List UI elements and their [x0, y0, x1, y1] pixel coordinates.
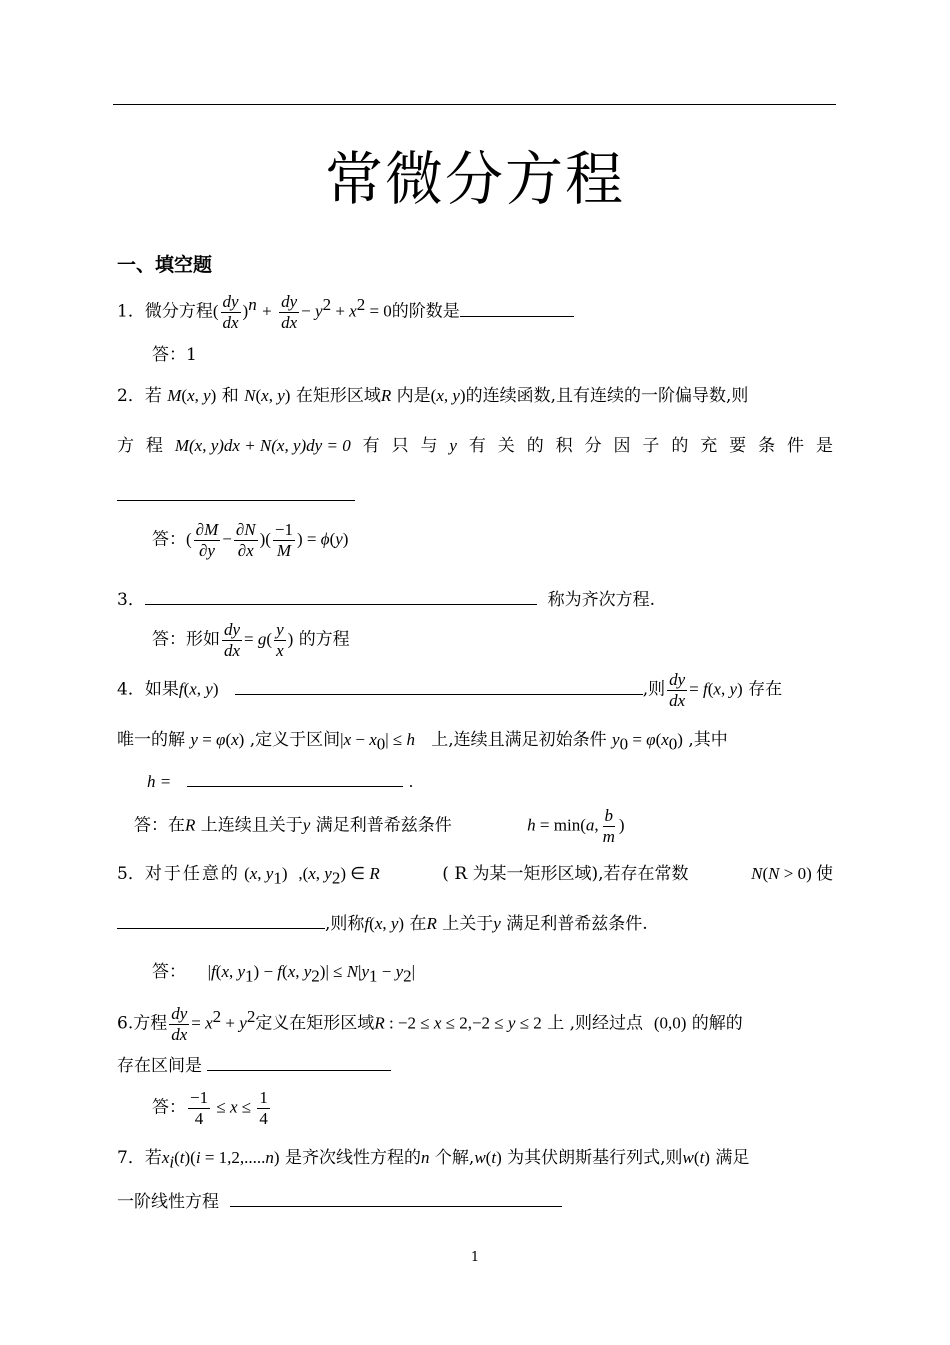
- question-4-line-2: 唯一的解 y = φ(x) ,定义于区间$|x - x_0| \le h$ 上,连续且满足初始条件 $y_0 = \varphi(x_0)$ ,其中: [117, 730, 728, 754]
- question-5-line-2: ,则称f(x, y) 在R 上关于y 满足利普希兹条件.: [117, 914, 648, 934]
- answer-blank[interactable]: [145, 590, 537, 605]
- question-7-line-2: 一阶线性方程: [117, 1192, 562, 1212]
- answer-blank[interactable]: [187, 772, 403, 787]
- question-6-line-2: 存在区间是: [117, 1056, 391, 1076]
- answer-4: 答：在R 上连续且关于y 满足利普希兹条件 h = min(a, $\frac{b}{m}$ ): [134, 806, 625, 846]
- question-4-line-3: h = .: [147, 772, 414, 791]
- question-3: 3． 称为齐次方程.: [117, 590, 656, 610]
- answer-blank[interactable]: [117, 914, 325, 929]
- answer-2: 答：( $\frac{\partial M}{\partial y}$ − $\frac{\partial N}{\partial x}$ )( $\frac{-1}{M}$ ) = ϕ(y): [152, 520, 349, 560]
- answer-6: 答： $\frac{-1}{4}$ ≤ x ≤ $\frac{1}{4}$: [152, 1088, 268, 1128]
- answer-blank[interactable]: [460, 302, 574, 317]
- page-number: 1: [470, 1250, 480, 1265]
- question-4-line-1: 4．如果f(x, y) ,则 $\frac{dy}{dx}$ = f(x, y) 存在: [117, 670, 783, 710]
- answer-5: 答： |f(x, $y_1) - f(x$, $y_2)| \le N|y_1 - y_2|$: [152, 962, 416, 986]
- question-1: 1．微分方程( $\frac{dy}{dx}$ )$^n$ + $\frac{dy}{dx}$ − $y^2 + x^2 = 0$的阶数是: [117, 292, 574, 332]
- question-2-line-2: 方 程 M(x, y)dx + N(x, y)dy = 0 有 只 与 y 有 关 的 积 分 因 子 的 充 要 条 件 是: [117, 436, 833, 456]
- answer-blank[interactable]: [230, 1192, 562, 1207]
- page-title: 常微分方程: [324, 145, 625, 213]
- answer-1: 答：1: [152, 345, 197, 365]
- question-2-line-3: [117, 486, 355, 506]
- header-rule: [113, 104, 836, 105]
- answer-blank[interactable]: [235, 680, 643, 695]
- section-heading: 一、填空题: [117, 254, 213, 276]
- question-6-line-1: 6.方程 $\frac{dy}{dx}$ = $x^2 + y^2$定义在矩形区域R : −2 ≤ x ≤ 2,−2 ≤ y ≤ 2 上 ,则经过点 (0,0) 的解的: [117, 1004, 743, 1044]
- question-7-line-1: 7．若$x_i(t)(i = 1,2,.....n)$ 是齐次线性方程的n 个解,w(t) 为其伏朗斯基行列式,则w(t) 满足: [117, 1148, 750, 1172]
- question-5-line-1: 5．对于任意的 (x, $y_1$) ,(x, $y_2$) ∈ R ( R 为某一矩形区域),若存在常数 N(N > 0) 使: [117, 864, 833, 888]
- answer-3: 答：形如 $\frac{dy}{dx}$ = g( $\frac{y}{x}$ ) 的方程: [152, 620, 350, 660]
- question-2-line-1: 2．若 M(x, y) 和 N(x, y) 在矩形区域R 内是(x, y)的连续函数,且有连续的一阶偏导数,则: [117, 386, 749, 406]
- answer-blank[interactable]: [117, 486, 355, 501]
- answer-blank[interactable]: [207, 1056, 391, 1071]
